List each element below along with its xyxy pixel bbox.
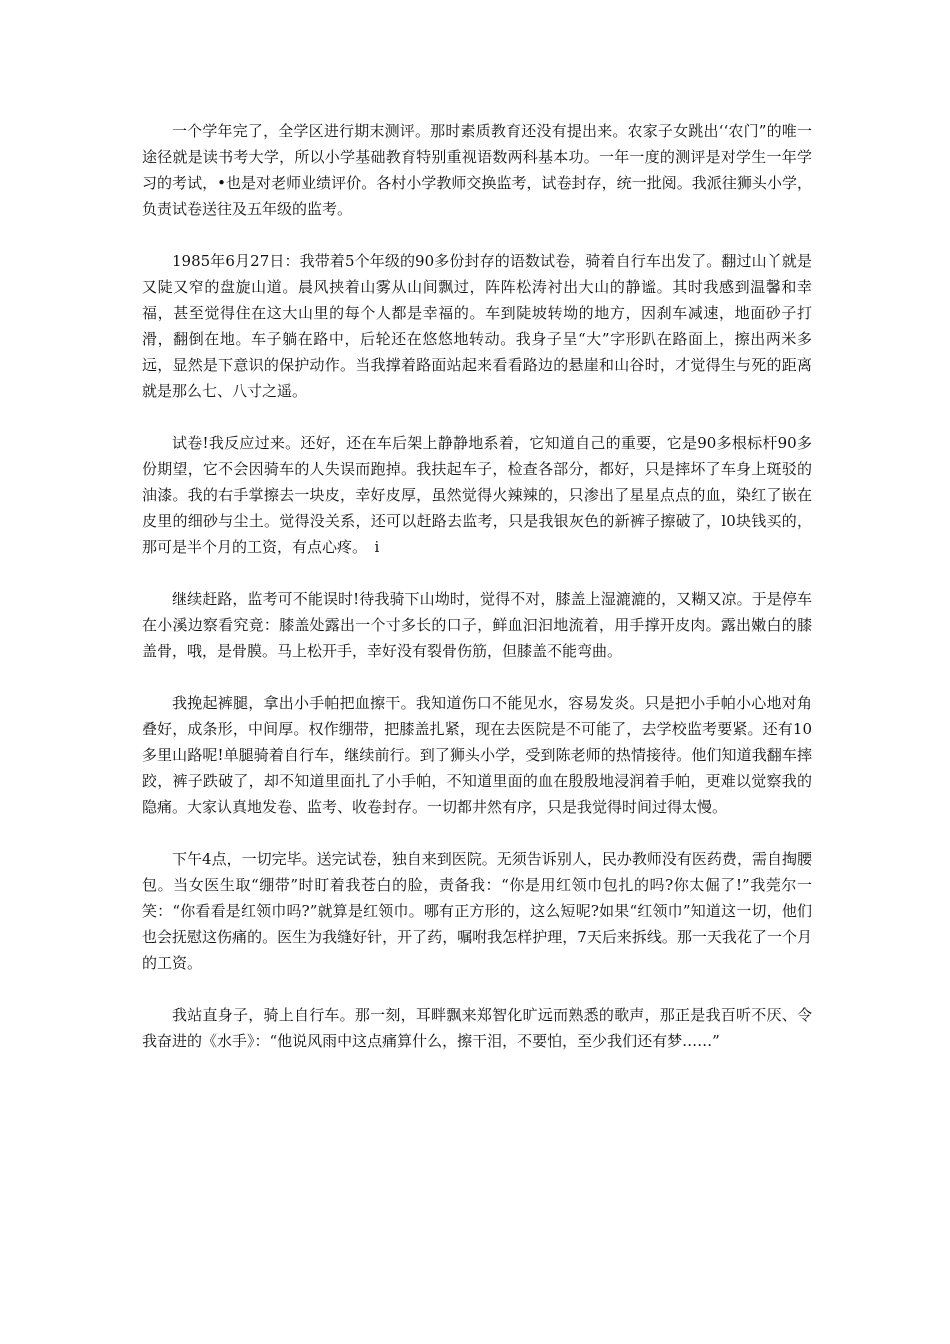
paragraph-hospital-visit: 下午4点，一切完毕。送完试卷，独自来到医院。无须告诉别人，民办教师没有医药费，需自掏腰包。当女医生取“绷带”时盯着我苍白的脸，责备我：“你是用红领巾包扎的吗?你太倔了!”我莞尔一笑：“你看看是红领巾吗?”就算是红领巾。哪有正方形的，这么短呢?如果“红领巾”知道这一切，他们也会抚慰这伤痛的。医生为我缝好针，开了药，嘱咐我怎样护理，7天后来拆线。那一天我花了一个月的工资。 [142,850,812,972]
document-page [142,118,812,1080]
paragraph-knee-injury: 继续赶路，监考可不能误时!待我骑下山坳时，觉得不对，膝盖上湿漉漉的，又糊又凉。于是停车在小溪边察看究竟：膝盖处露出一个寸多长的口子，鲜血汩汩地流着，用手撑开皮肉。露出嫩白的膝盖骨，哦，是骨膜。马上松开手，幸好没有裂骨伤筋，但膝盖不能弯曲。 [142,590,812,660]
paragraph-bike-fall: 1985年6月27日：我带着5个年级的90多份封存的语数试卷，骑着自行车出发了。翻过山丫就是又陡又窄的盘旋山道。晨风挟着山雾从山间飘过，阵阵松涛衬出大山的静谧。其时我感到温馨和幸福，甚至觉得住在这大山里的每个人都是幸福的。车到陡坡转坳的地方，因刹车减速，地面砂子打滑，翻倒在地。车子躺在路中，后轮还在悠悠地转动。我身子呈“大”字形趴在路面上，擦出两米多远，显然是下意识的保护动作。当我撑着路面站起来看看路边的悬崖和山谷时，才觉得生与死的距离就是那么七、八寸之遥。 [142,252,812,400]
paragraph-exam-intro: 一个学年完了，全学区进行期末测评。那时素质教育还没有提出来。农家子女跳出‘‘农门”的唯一途径就是读书考大学，所以小学基础教育特别重视语数两科基本功。一年一度的测评是对学生一年学习的考试，•也是对老师业绩评价。各村小学教师交换监考，试卷封存，统一批阅。我派往狮头小学，负责试卷送往及五年级的监考。 [142,122,812,218]
paragraph-exam-papers-safe: 试卷!我反应过来。还好，还在车后架上静静地系着，它知道自己的重要，它是90多根标杆90多份期望，它不会因骑车的人失误而跑掉。我扶起车子，检查各部分，都好，只是摔坏了车身上斑驳的油漆。我的右手掌擦去一块皮，幸好皮厚，虽然觉得火辣辣的，只渗出了星星点点的血，染红了嵌在皮里的细砂与尘土。觉得没关系，还可以赶路去监考，只是我银灰色的新裤子擦破了，l0块钱买的，那可是半个月的工资，有点心疼。 i [142,434,812,556]
paragraph-song-ending: 我站直身子，骑上自行车。那一刻，耳畔飘来郑智化旷远而熟悉的歌声，那正是我百听不厌、令我奋进的《水手》：“他说风雨中这点痛算什么，擦干泪，不要怕，至少我们还有梦……” [142,1006,812,1050]
paragraph-bandage-and-proctor: 我挽起裤腿，拿出小手帕把血擦干。我知道伤口不能见水，容易发炎。只是把小手帕小心地对角叠好，成条形，中间厚。权作绷带，把膝盖扎紧，现在去医院是不可能了，去学校监考要紧。还有10多里山路呢!单腿骑着自行车，继续前行。到了狮头小学，受到陈老师的热情接待。他们知道我翻车摔跤，裤子跌破了，却不知道里面扎了小手帕，不知道里面的血在殷殷地浸润着手帕，更难以觉察我的隐痛。大家认真地发卷、监考、收卷封存。一切都井然有序，只是我觉得时间过得太慢。 [142,694,812,816]
